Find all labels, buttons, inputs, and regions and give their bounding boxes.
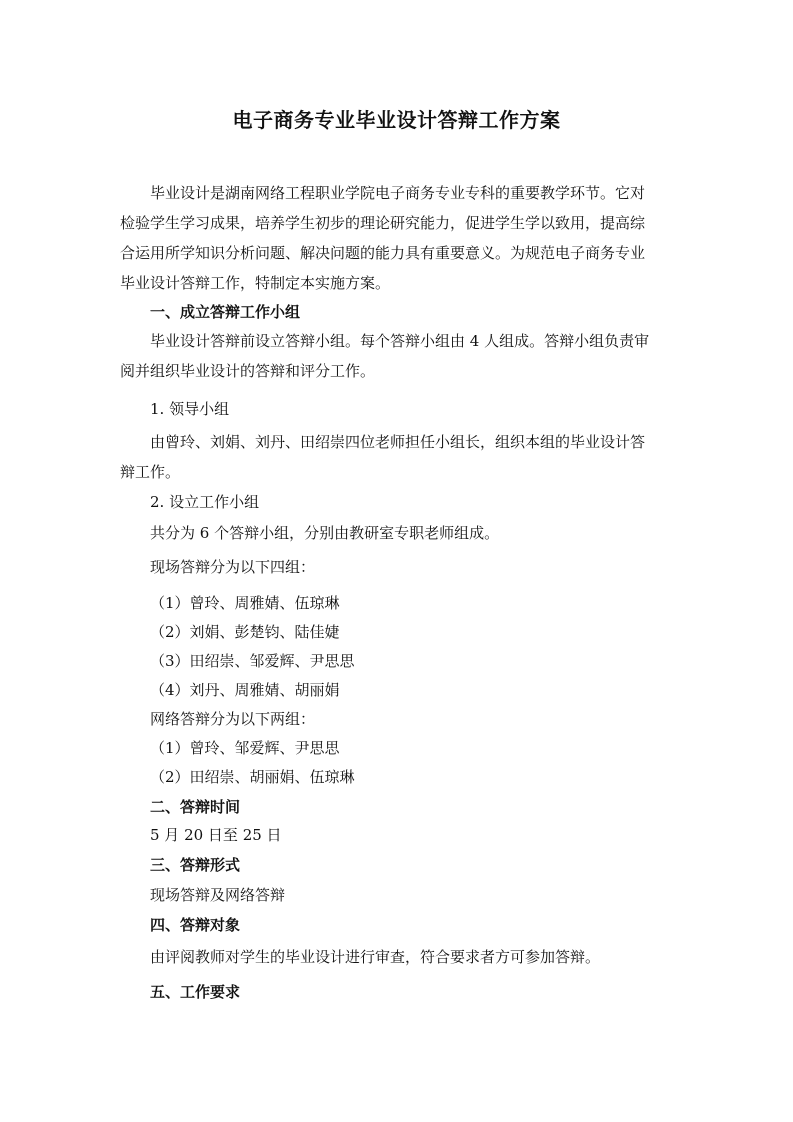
paragraph-line: 毕业设计答辩前设立答辩小组。每个答辩小组由 4 人组成。答辩小组负责审 <box>150 332 650 350</box>
paragraph-line: 由曾玲、刘娟、刘丹、田绍崇四位老师担任小组长，组织本组的毕业设计答 <box>150 433 646 451</box>
list-label: 网络答辩分为以下两组： <box>150 710 316 728</box>
list-item: （1）曾玲、周雅婧、伍琼琳 <box>150 594 340 612</box>
section-text: 现场答辩及网络答辩 <box>150 886 286 904</box>
list-item: （2）刘娟、彭楚钧、陆佳婕 <box>150 623 340 641</box>
section-heading: 三、答辩形式 <box>150 856 241 874</box>
paragraph-line: 辩工作。 <box>120 463 181 481</box>
intro-line: 检验学生学习成果，培养学生初步的理论研究能力，促进学生学以致用，提高综 <box>120 214 646 232</box>
intro-line: 合运用所学知识分析问题、解决问题的能力具有重要意义。为规范电子商务专业 <box>120 244 646 262</box>
list-item: （3）田绍崇、邹爱辉、尹思思 <box>150 652 355 670</box>
section-heading: 二、答辩时间 <box>150 798 241 816</box>
section-heading: 四、答辩对象 <box>150 916 241 934</box>
intro-line: 毕业设计是湖南网络工程职业学院电子商务专业专科的重要教学环节。它对 <box>150 184 646 202</box>
paragraph-line: 共分为 6 个答辩小组，分别由教研室专职老师组成。 <box>150 524 500 542</box>
section-heading: 一、成立答辩工作小组 <box>150 303 301 321</box>
paragraph-line: 阅并组织毕业设计的答辩和评分工作。 <box>120 362 376 380</box>
section-text: 5 月 20 日至 25 日 <box>150 826 282 844</box>
document-title: 电子商务专业毕业设计答辩工作方案 <box>232 108 561 132</box>
list-item: （1）曾玲、邹爱辉、尹思思 <box>150 739 340 757</box>
list-item: （4）刘丹、周雅婧、胡丽娟 <box>150 681 340 699</box>
intro-line: 毕业设计答辩工作，特制定本实施方案。 <box>120 274 391 292</box>
section-text: 由评阅教师对学生的毕业设计进行审查，符合要求者方可参加答辩。 <box>150 948 601 966</box>
subsection-label: 1. 领导小组 <box>150 400 230 418</box>
subsection-label: 2. 设立工作小组 <box>150 493 260 511</box>
section-heading: 五、工作要求 <box>150 983 241 1001</box>
list-label: 现场答辩分为以下四组： <box>150 558 316 576</box>
list-item: （2）田绍崇、胡丽娟、伍琼琳 <box>150 768 355 786</box>
